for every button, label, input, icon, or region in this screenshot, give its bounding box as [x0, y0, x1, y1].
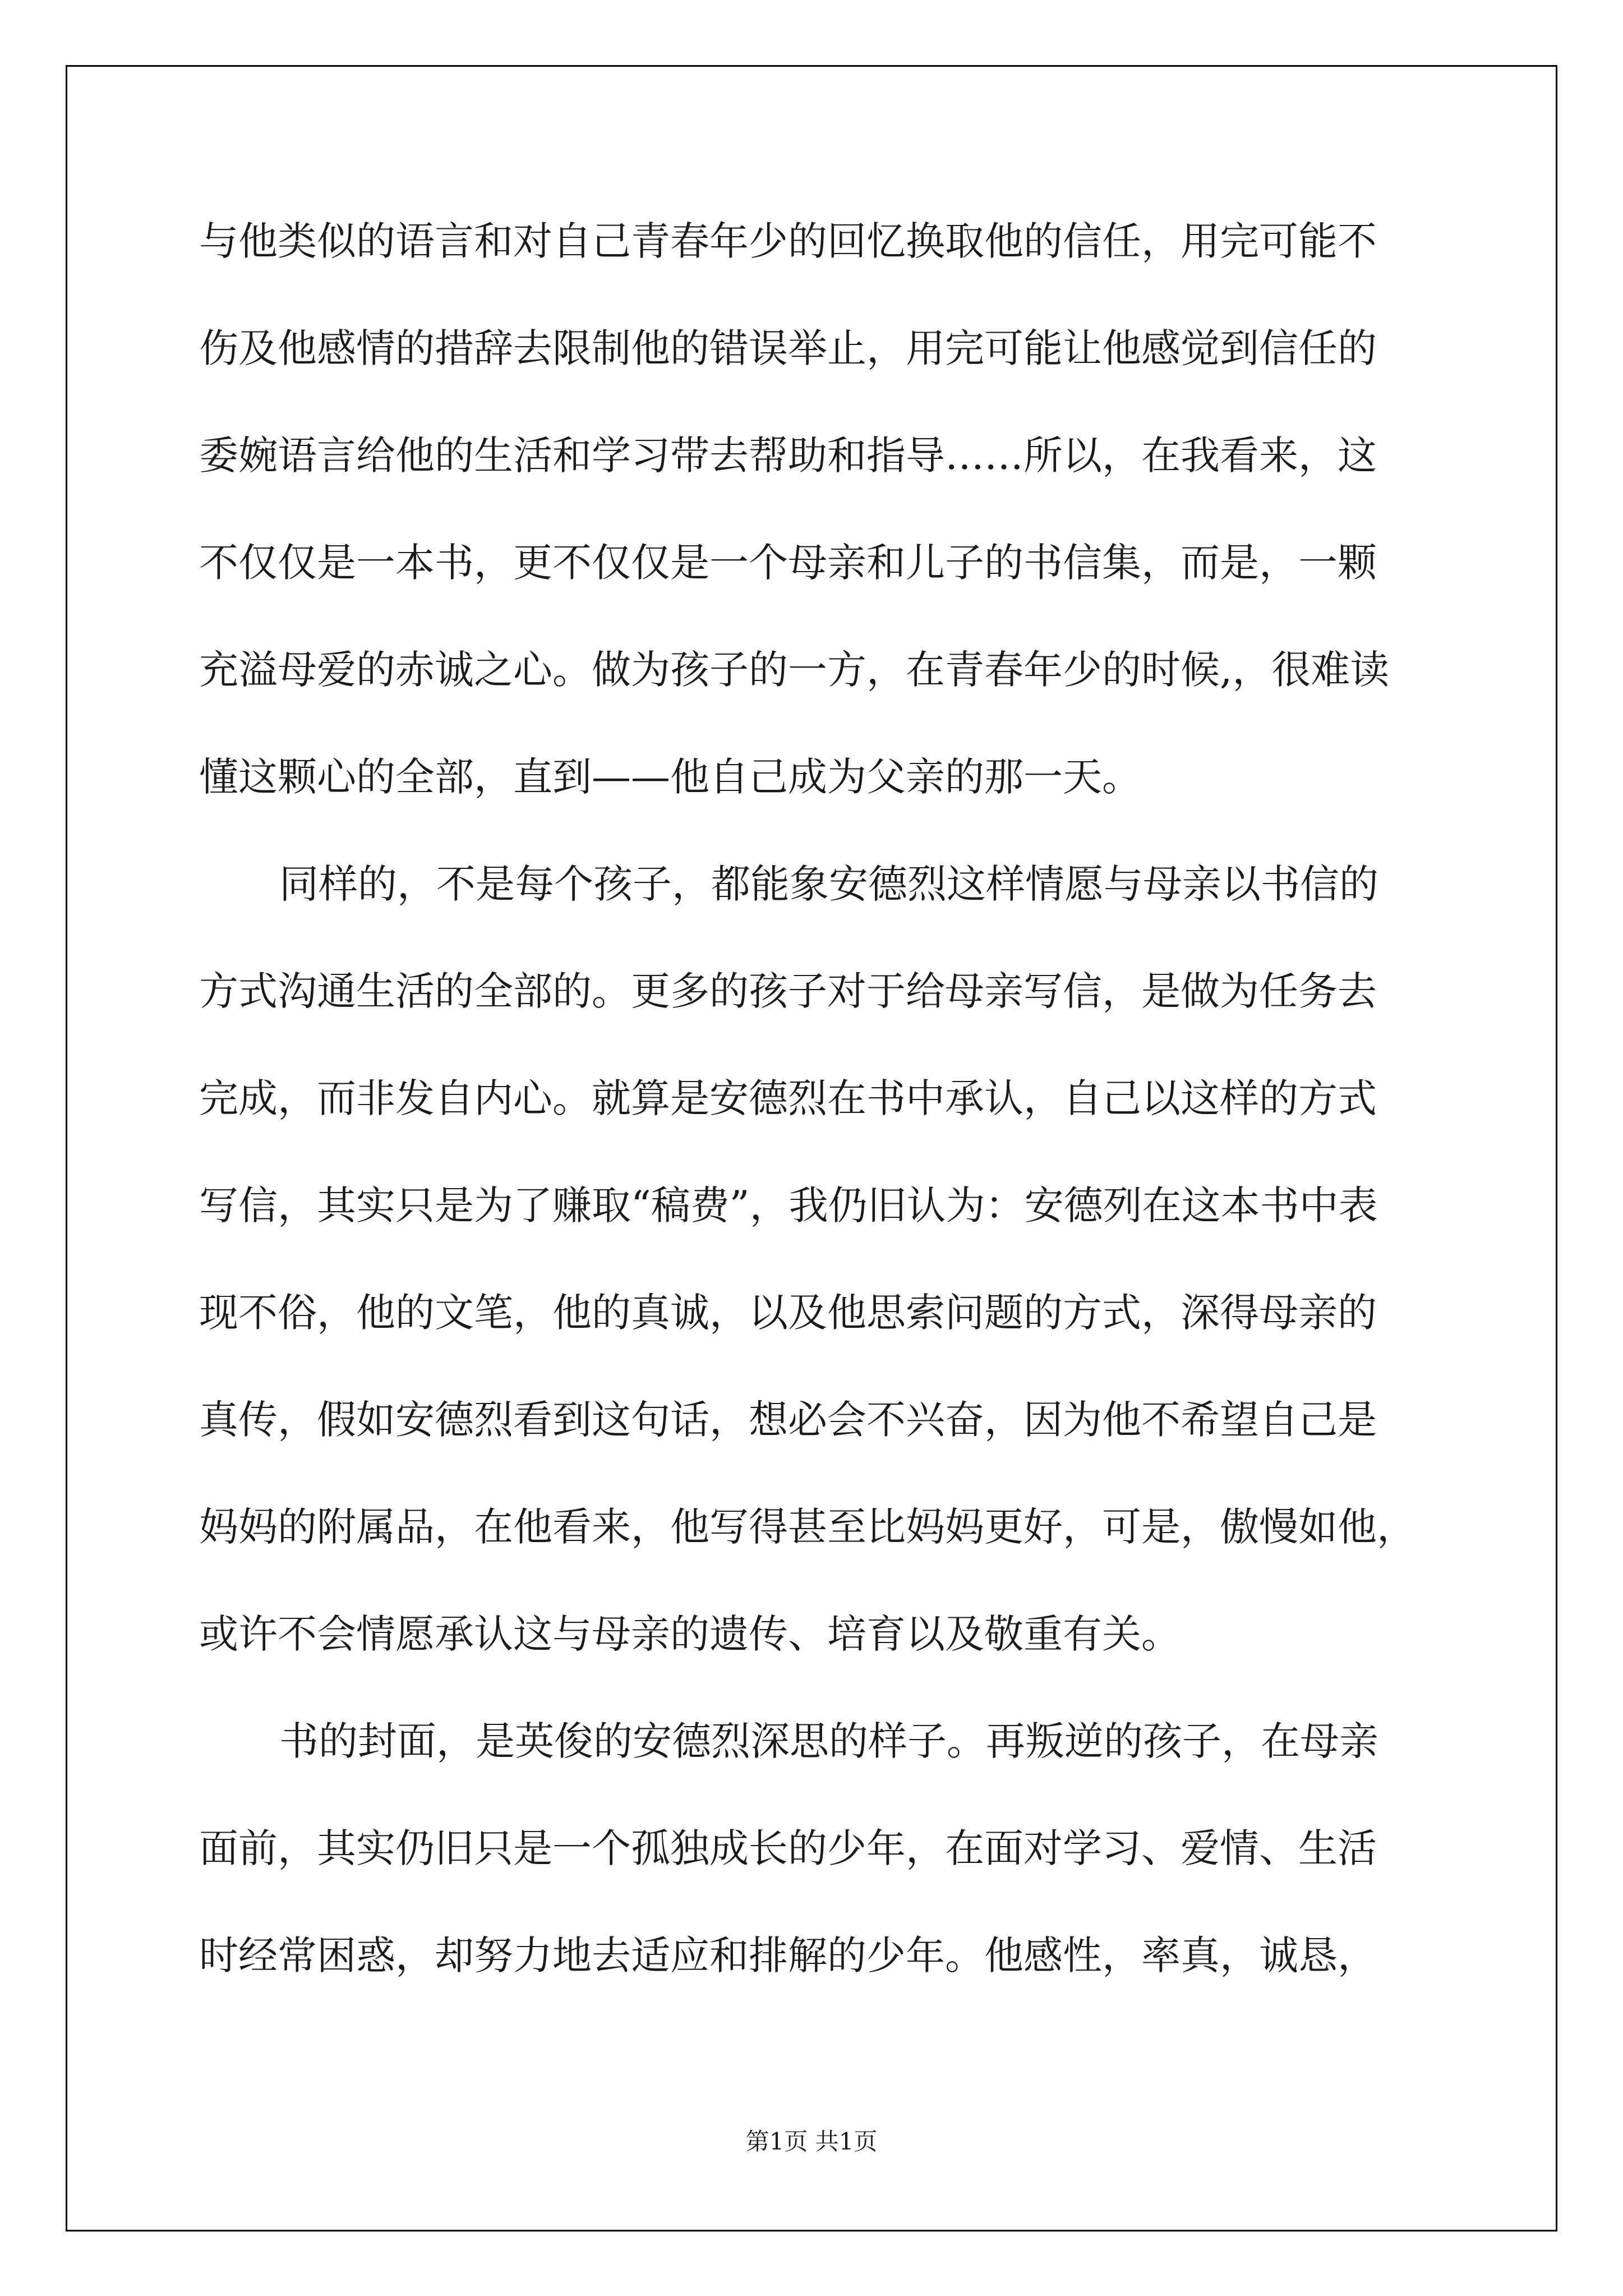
body-line: 书的封面，是英俊的安德烈深思的样子。再叛逆的孩子，在母亲	[279, 1718, 1378, 1764]
body-line: 妈妈的附属品，在他看来，他写得甚至比妈妈更好，可是，傲慢如他，	[199, 1504, 1416, 1550]
body-line: 或许不会情愿承认这与母亲的遗传、培育以及敬重有关。	[199, 1611, 1181, 1657]
body-line: 方式沟通生活的全部的。更多的孩子对于给母亲写信，是做为任务去	[199, 968, 1377, 1014]
body-line: 伤及他感情的措辞去限制他的错误举止，用完可能让他感觉到信任的	[199, 325, 1377, 371]
page-border	[66, 65, 1557, 2231]
body-line: 真传，假如安德烈看到这句话，想必会不兴奋，因为他不希望自己是	[199, 1397, 1377, 1443]
body-line: 现不俗，他的文笔，他的真诚，以及他思索问题的方式，深得母亲的	[199, 1290, 1377, 1336]
body-line: 面前，其实仍旧只是一个孤独成长的少年，在面对学习、爱情、生活	[199, 1825, 1377, 1871]
body-line: 充溢母爱的赤诚之心。做为孩子的一方，在青春年少的时候,，很难读	[199, 647, 1390, 693]
body-line: 不仅仅是一本书，更不仅仅是一个母亲和儿子的书信集，而是，一颗	[199, 540, 1377, 586]
body-line: 同样的，不是每个孩子，都能象安德烈这样情愿与母亲以书信的	[279, 861, 1378, 907]
body-line: 写信，其实只是为了赚取“稿费”，我仍旧认为：安德列在这本书中表	[199, 1182, 1378, 1228]
body-line: 懂这颗心的全部，直到——他自己成为父亲的那一天。	[199, 754, 1141, 800]
body-line: 完成，而非发自内心。就算是安德烈在书中承认，自己以这样的方式	[199, 1075, 1377, 1121]
body-line: 时经常困惑，却努力地去适应和排解的少年。他感性，率真，诚恳，	[199, 1932, 1377, 1978]
page-footer: 第1页 共1页	[745, 2128, 878, 2155]
body-line: 委婉语言给他的生活和学习带去帮助和指导……所以，在我看来，这	[199, 432, 1377, 478]
body-line: 与他类似的语言和对自己青春年少的回忆换取他的信任，用完可能不	[199, 218, 1377, 264]
